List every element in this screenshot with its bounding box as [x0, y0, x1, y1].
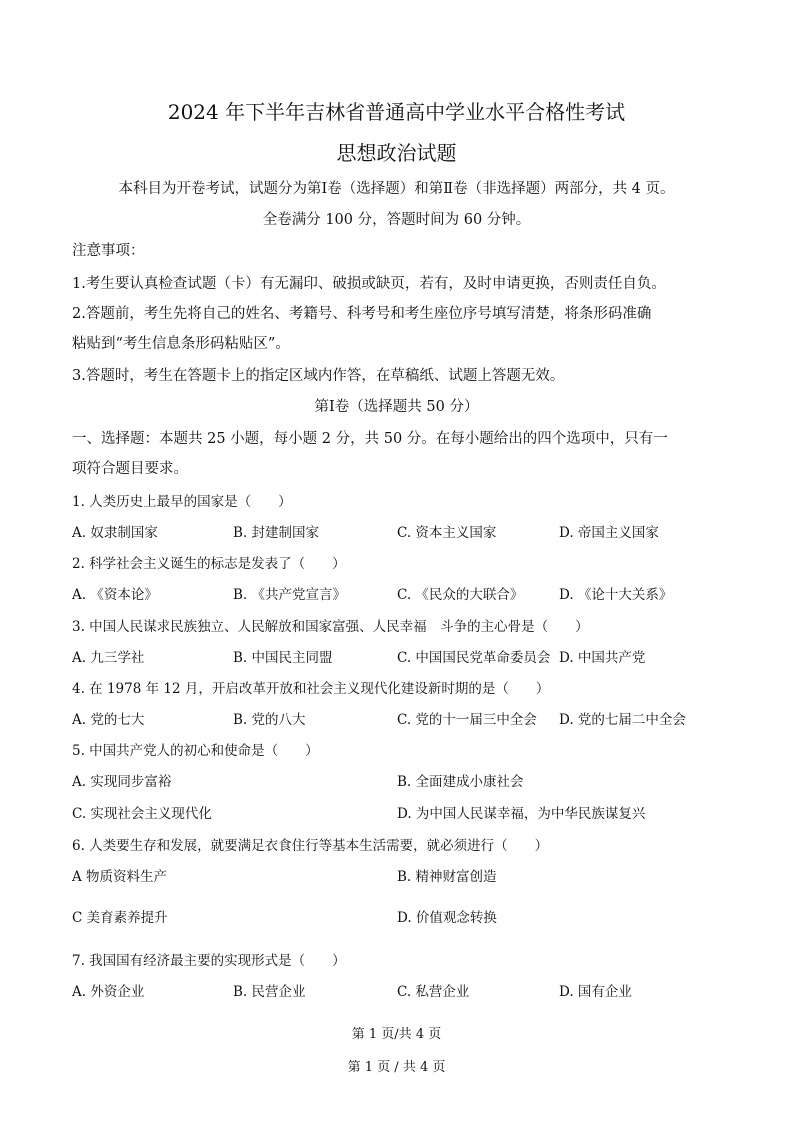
intro-line-2: 全卷满分 100 分，答题时间为 60 分钟。 [262, 212, 531, 228]
option-b: B. 精神财富创造 [397, 869, 497, 885]
option-b: B. 《共产党宣言》 [233, 587, 347, 603]
question-stem: 5. 中国共产党人的初心和使命是（ ） [72, 743, 319, 759]
option-b: B. 中国民主同盟 [233, 650, 333, 666]
option-a: A. 实现同步富裕 [72, 774, 172, 790]
option-d: D. 为中国人民谋幸福，为中华民族谋复兴 [397, 806, 646, 822]
question-stem: 6. 人类要生存和发展，就要满足衣食住行等基本生活需要，就必须进行（ ） [72, 838, 549, 854]
page-number-outer: 第 1 页 / 共 4 页 [347, 1060, 446, 1075]
option-c: C. 私营企业 [397, 984, 470, 1000]
option-c: C. 资本主义国家 [397, 525, 497, 541]
question-stem: 4. 在 1978 年 12 月，开启改革开放和社会主义现代化建设新时期的是（ ） [72, 681, 550, 697]
option-d: D. 帝国主义国家 [559, 525, 659, 541]
question-stem: 2. 科学社会主义诞生的标志是发表了（ ） [72, 556, 346, 572]
option-c: C. 《民众的大联合》 [397, 587, 524, 603]
option-a: A 物质资料生产 [72, 869, 168, 885]
notes-item-3: 3.答题时，考生在答题卡上的指定区域内作答，在草稿纸、试题上答题无效。 [72, 368, 565, 384]
option-d: D. 价值观念转换 [397, 910, 497, 926]
notes-item-2a: 2.答题前，考生先将自己的姓名、考籍号、科考号和考生座位序号填写清楚，将条形码准确 [72, 306, 652, 322]
option-d: D. 党的七届二中全会 [559, 712, 686, 728]
option-a: A. 奴隶制国家 [72, 525, 158, 541]
option-c: C. 中国国民党革命委员会 [397, 650, 551, 666]
option-c: C 美育素养提升 [72, 910, 168, 926]
option-b: B. 民营企业 [233, 984, 306, 1000]
section-instruction-a: 一、选择题：本题共 25 小题，每小题 2 分，共 50 分。在每小题给出的四个选项中，只有一 [72, 431, 668, 447]
option-b: B. 全面建成小康社会 [397, 774, 524, 790]
option-a: A. 九三学社 [72, 650, 145, 666]
notes-heading: 注意事项： [72, 243, 145, 259]
option-d: D. 中国共产党 [559, 650, 646, 666]
question-stem: 3. 中国人民谋求民族独立、人民解放和国家富强、人民幸福 斗争的主心骨是（ ） [72, 619, 589, 635]
option-a: A. 《资本论》 [72, 587, 158, 603]
exam-title: 2024 年下半年吉林省普通高中学业水平合格性考试 [167, 100, 626, 124]
intro-line-1: 本科目为开卷考试，试题分为第Ⅰ卷（选择题）和第Ⅱ卷（非选择题）两部分，共 4 页。 [118, 181, 675, 197]
option-d: D. 国有企业 [559, 984, 632, 1000]
option-c: C. 党的十一届三中全会 [397, 712, 537, 728]
notes-item-2b: 粘贴到“考生信息条形码粘贴区”。 [72, 336, 290, 352]
option-a: A. 党的七大 [72, 712, 145, 728]
notes-item-1: 1.考生要认真检查试题（卡）有无漏印、破损或缺页，若有，及时申请更换，否则责任自负。 [72, 276, 666, 292]
question-stem: 7. 我国国有经济最主要的实现形式是（ ） [72, 953, 346, 969]
section-instruction-b: 项符合题目要求。 [72, 461, 188, 477]
section-heading: 第Ⅰ卷（选择题共 50 分） [314, 399, 479, 415]
option-b: B. 封建制国家 [233, 525, 320, 541]
option-b: B. 党的八大 [233, 712, 306, 728]
option-a: A. 外资企业 [72, 984, 145, 1000]
option-d: D. 《论十大关系》 [559, 587, 673, 603]
question-stem: 1. 人类历史上最早的国家是（ ） [72, 494, 292, 510]
exam-subtitle: 思想政治试题 [336, 141, 457, 165]
page-number-inner: 第 1 页/共 4 页 [351, 1027, 442, 1042]
option-c: C. 实现社会主义现代化 [72, 806, 212, 822]
